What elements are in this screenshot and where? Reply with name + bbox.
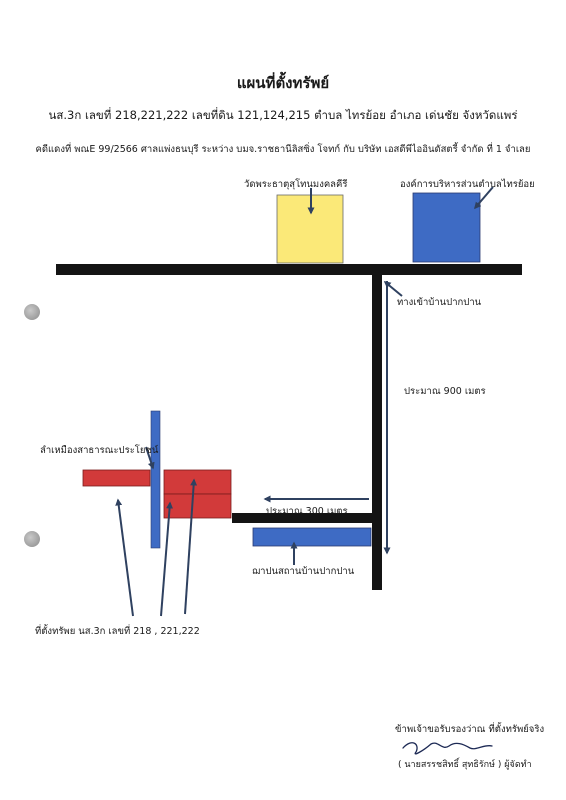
property-arrow-2 [161,503,170,616]
main-road [56,264,522,275]
label-distance-900: ประมาณ 900 เมตร [404,386,486,397]
label-crematorium: ฌาปนสถานบ้านปากปาน [252,566,355,577]
property-plot-218 [83,470,150,486]
property-plot-221 [164,470,231,494]
label-sao: องค์การบริหารส่วนตำบลไทรย้อย [400,179,535,190]
property-arrow-1 [118,500,133,616]
label-distance-300: ประมาณ 300 เมตร [266,506,348,517]
page-title: แผนที่ตั้งทรัพย์ [236,74,330,92]
label-property: ที่ตั้งทรัพย นส.3ก เลขที่ 218 , 221,222 [35,626,200,637]
crematorium-building [253,528,371,546]
preparer-name: ( นายสรรชสิทธิ์ สุทธิรักษ์ ) ผู้จัดทำ [398,760,532,770]
label-canal: ลำเหมืองสาธารณะประโยชน์ [40,445,159,456]
deed-info: นส.3ก เลขที่ 218,221,222 เลขที่ดิน 121,124,215 ตำบล ไทรย้อย อำเภอ เด่นชัย จังหวัดแพร่ [48,108,518,122]
certification-text: ข้าพเจ้าขอรับรองว่าณ ที่ตั้งทรัพย์จริง [395,724,545,735]
case-info: คดีแดงที่ พณE 99/2566 ศาลแพ่งธนบุรี ระหว่าง บมจ.ราชธานีลิสซิ่ง โจทก์ กับ บริษัท เอสดีพีไออินดัสตรี้ จำกัด ที่ 1 จำเลย [35,144,531,155]
sao-building [413,193,480,262]
label-village-entrance: ทางเข้าบ้านปากปาน [397,297,482,308]
village-road [372,272,382,590]
signature [403,743,492,754]
label-temple: วัดพระธาตุสุโทนมงคลคีรี [244,179,348,190]
property-plot-222 [164,494,231,518]
canal [151,411,160,548]
